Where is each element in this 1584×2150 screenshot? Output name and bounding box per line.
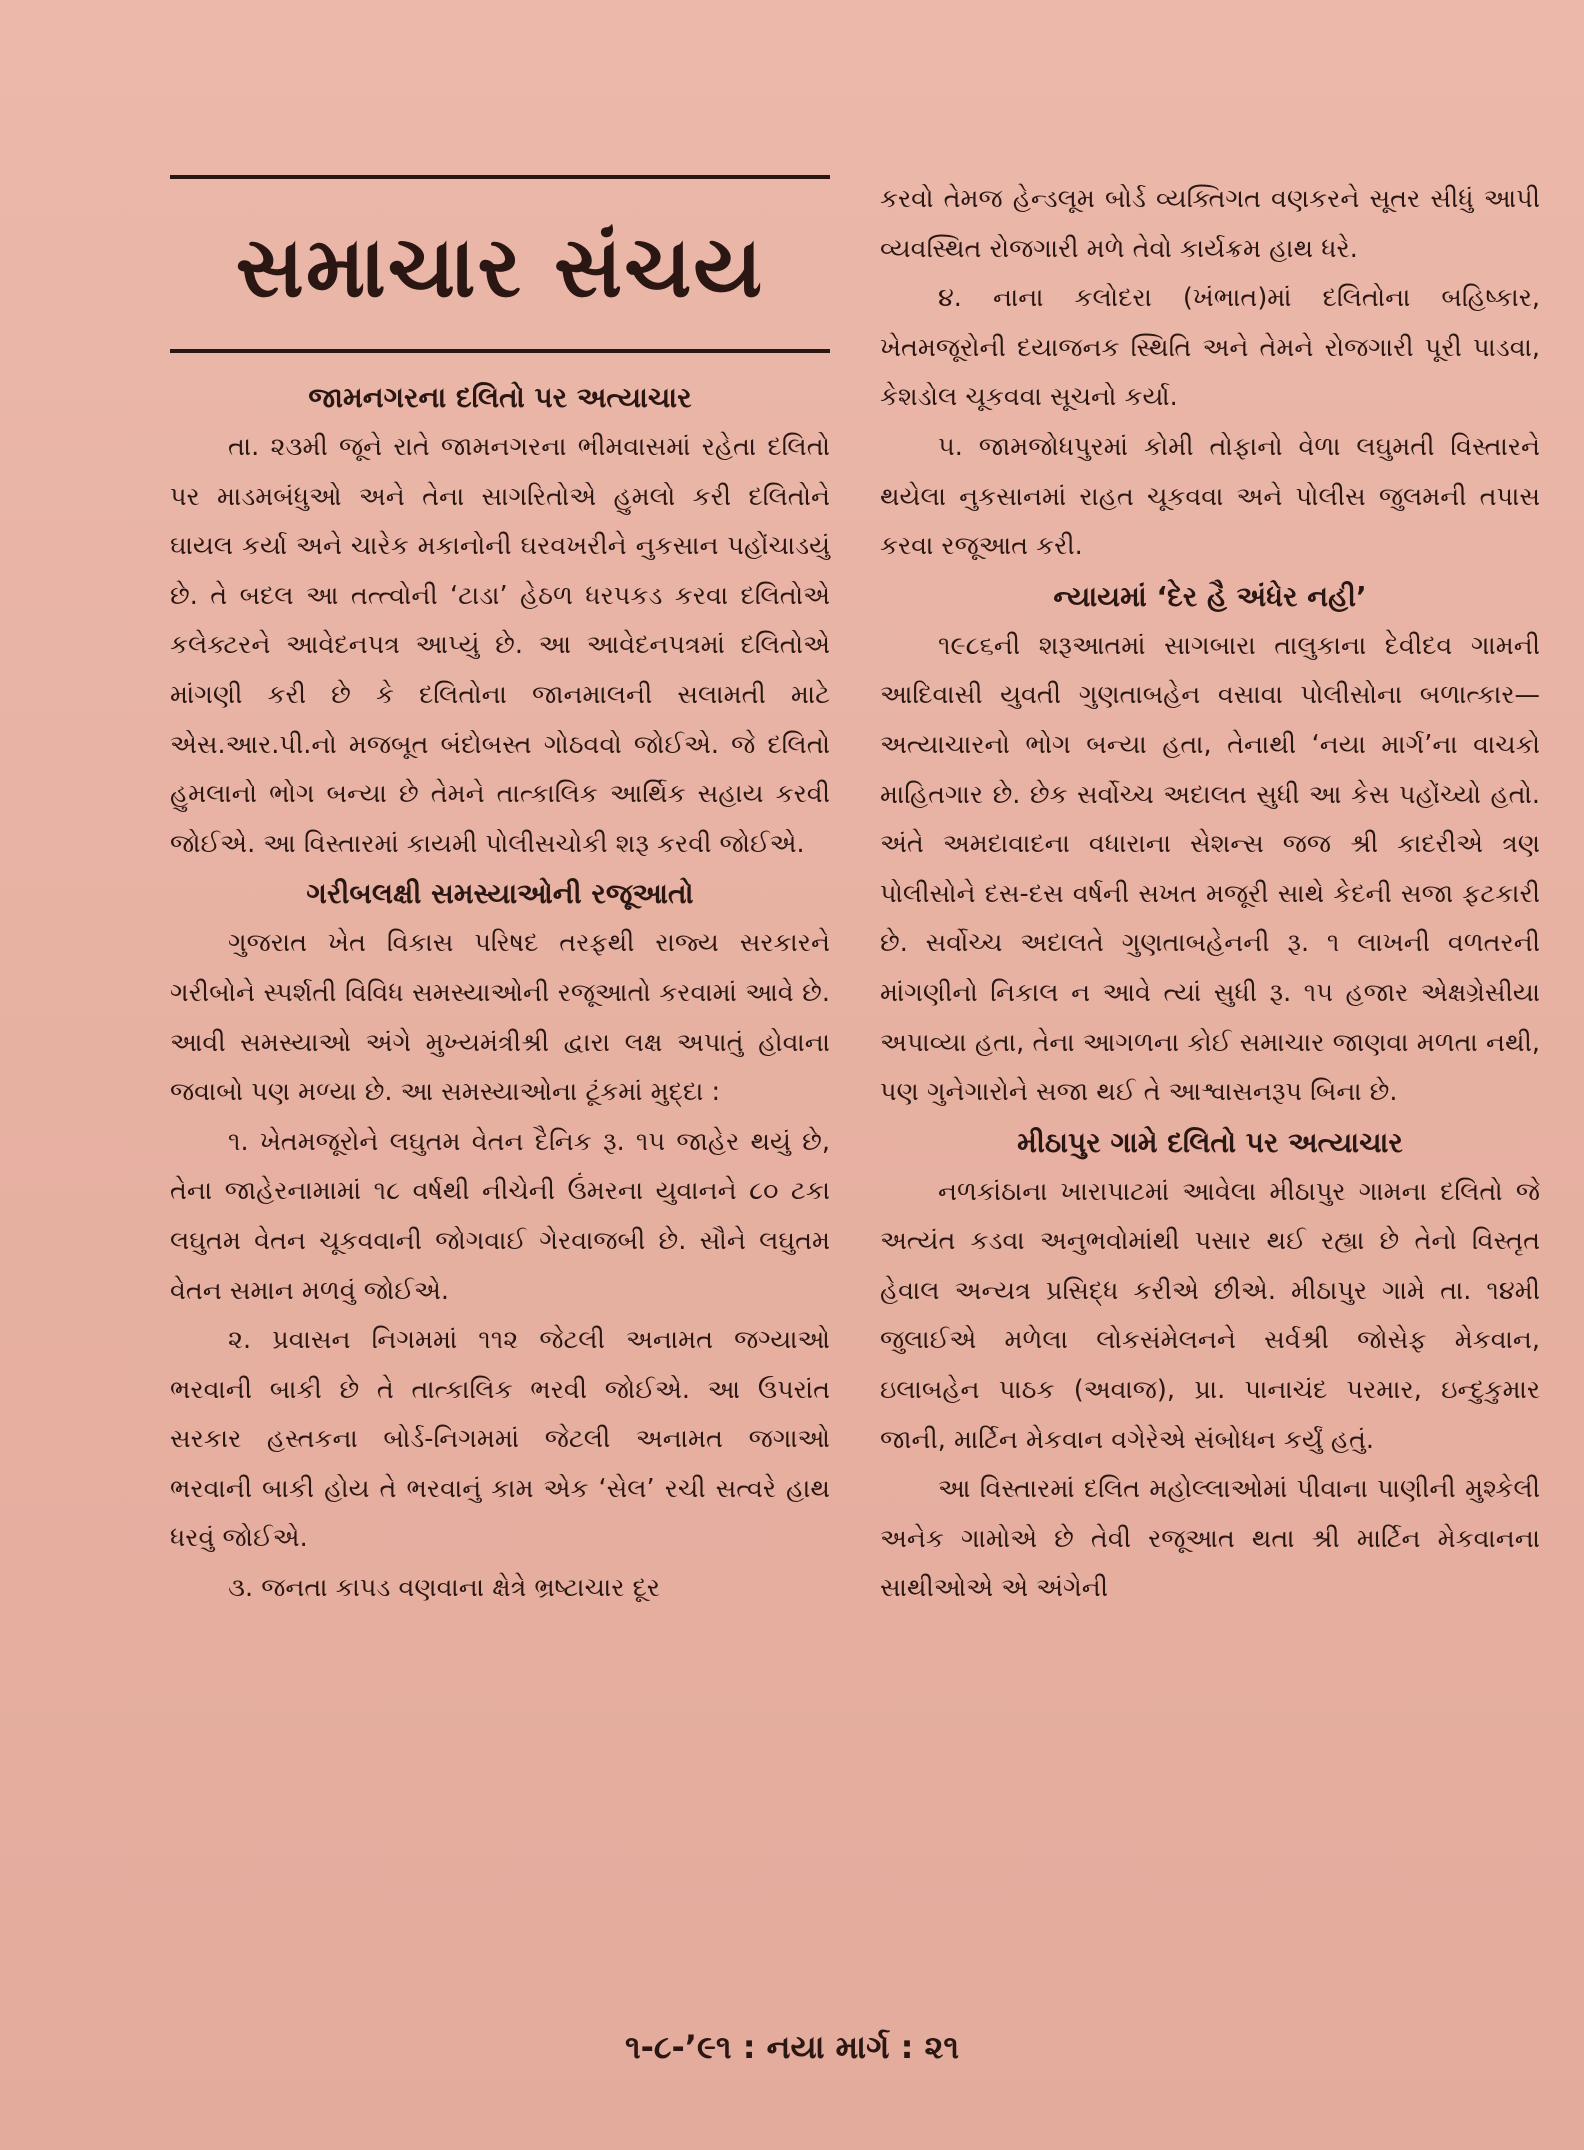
article-paragraph: ૧. ખેતમજૂરોને લઘુતમ વેતન દૈનિક રૂ. ૧૫ જાહેર થયું છે, તેના જાહેરનામામાં ૧૮ વર્ષથી નીચેની ઉંમરના યુવાનને ૮૦ ટકા લઘુતમ વેતન ચૂકવવાની જોગવાઈ ગેરવાજબી છે. સૌને લઘુતમ વેતન સમાન મળવું જોઈએ. — [170, 1126, 830, 1306]
section-heading-jamnagar: જામનગરના દલિતો પર અત્યાચાર — [308, 381, 692, 414]
page-footer: ૧-૮-’૯૧ : નયા માર્ગ : ૨૧ — [624, 2028, 960, 2066]
article-paragraph: ૧૯૮૬ની શરૂઆતમાં સાગબારા તાલુકાના દેવીદવ ગામની આદિવાસી યુવતી ગુણતાબહેન વસાવા પોલીસોના બળાત્કાર—અત્યાચારનો ભોગ બન્યા હતા, તેનાથી ‘નયા માર્ગ’ના વાચકો માહિતગાર છે. છેક સર્વોચ્ચ અદાલત સુધી આ કેસ પહોંચ્યો હતો. અંતે અમદાવાદના વધારાના સેશન્સ જજ શ્રી કાદરીએ ત્રણ પોલીસોને દસ-દસ વર્ષની સખત મજૂરી સાથે કેદની સજા ફટકારી છે. સર્વોચ્ચ અદાલતે ગુણતાબહેનની રૂ. ૧ લાખની વળતરની માંગણીનો નિકાલ ન આવે ત્યાં સુધી રૂ. ૧૫ હજાર એક્ષગ્રેસીયા અપાવ્યા હતા, તેના આગળના કોઈ સમાચાર જાણવા મળતા નથી, પણ ગુનેગારોને સજા થઈ તે આશ્વાસનરૂપ બિના છે. — [880, 630, 1540, 1108]
article-paragraph: નળકાંઠાના ખારાપાટમાં આવેલા મીઠાપુર ગામના દલિતો જે અત્યંત કડવા અનુભવોમાંથી પસાર થઈ રહ્યા છે તેનો વિસ્તૃત હેવાલ અન્યત્ર પ્રસિદ્ધ કરીએ છીએ. મીઠાપુર ગામે તા. ૧૪મી જુલાઈએ મળેલા લોકસંમેલનને સર્વશ્રી જોસેફ મેકવાન, ઇલાબહેન પાઠક (અવાજ), પ્રા. પાનાચંદ પરમાર, ઇન્દુકુમાર જાની, માર્ટિન મેકવાન વગેરેએ સંબોધન કર્યું હતું. — [880, 1176, 1540, 1455]
section-heading-nyay: ન્યાયમાં ‘દેર હૈ અંધેર નહી’ — [1053, 579, 1367, 613]
article-paragraph: તા. ૨૩મી જૂને રાતે જામનગરના ભીમવાસમાં રહેતા દલિતો પર માડમબંધુઓ અને તેના સાગરિતોએ હુમલો કરી દલિતોને ઘાયલ કર્યા અને ચારેક મકાનોની ઘરવખરીને નુકસાન પહોંચાડયું છે. તે બદલ આ તત્ત્વોની ‘ટાડા’ હેઠળ ધરપકડ કરવા દલિતોએ કલેક્ટરને આવેદનપત્ર આપ્યું છે. આ આવેદનપત્રમાં દલિતોએ માંગણી કરી છે કે દલિતોના જાનમાલની સલામતી માટે એસ.આર.પી.નો મજબૂત બંદોબસ્ત ગોઠવવો જોઈએ. જે દલિતો હુમલાનો ભોગ બન્યા છે તેમને તાત્કાલિક આર્થિક સહાય કરવી જોઈએ. આ વિસ્તારમાં કાયમી પોલીસચોકી શરૂ કરવી જોઈએ. — [170, 432, 830, 859]
title-bottom-rule — [170, 349, 830, 353]
article-paragraph: આ વિસ્તારમાં દલિત મહોલ્લાઓમાં પીવાના પાણીની મુશ્કેલી અનેક ગામોએ છે તેવી રજૂઆત થતા શ્રી માર્ટિન મેકવાનના સાથીઓએ એ અંગેની — [880, 1474, 1540, 1604]
article-paragraph: ૨. પ્રવાસન નિગમમાં ૧૧૨ જેટલી અનામત જગ્યાઓ ભરવાની બાકી છે તે તાત્કાલિક ભરવી જોઈએ. આ ઉપરાંત સરકાર હસ્તકના બોર્ડ-નિગમમાં જેટલી અનામત જગાઓ ભરવાની બાકી હોય તે ભરવાનું કામ એક ‘સેલ’ રચી સત્વરે હાથ ધરવું જોઈએ. — [170, 1325, 830, 1554]
section-heading-mithapur: મીઠાપુર ગામે દલિતો પર અત્યાચાર — [1017, 1125, 1403, 1159]
article-paragraph: ગુજરાત ખેત વિકાસ પરિષદ તરફથી રાજ્ય સરકારને ગરીબોને સ્પર્શતી વિવિધ સમસ્યાઓની રજૂઆતો કરવામાં આવે છે. આવી સમસ્યાઓ અંગે મુખ્યમંત્રીશ્રી દ્વારા લક્ષ અપાતું હોવાના જવાબો પણ મળ્યા છે. આ સમસ્યાઓના ટૂંકમાં મુદ્દા : — [170, 928, 830, 1108]
page-title: સમાચાર સંચય — [235, 218, 765, 316]
right-column — [880, 175, 1540, 1614]
section-heading-garib: ગરીબલક્ષી સમસ્યાઓની રજૂઆતો — [306, 877, 694, 911]
title-top-rule — [170, 175, 830, 179]
left-column — [170, 175, 830, 1614]
article-paragraph-continued: કરવો તેમજ હેન્ડલૂમ બોર્ડ વ્યક્તિગત વણકરને સૂતર સીધું આપી વ્યવસ્થિત રોજગારી મળે તેવો કાર્યક્રમ હાથ ધરે. — [880, 184, 1540, 264]
article-paragraph: ૫. જામજોધપુરમાં કોમી તોફાનો વેળા લઘુમતી વિસ્તારને થયેલા નુકસાનમાં રાહત ચૂકવવા અને પોલીસ જુલમની તપાસ કરવા રજૂઆત કરી. — [880, 431, 1540, 562]
article-paragraph: ૪. નાના કલોદરા (ખંભાત)માં દલિતોના બહિષ્કાર, ખેતમજૂરોની દયાજનક સ્થિતિ અને તેમને રોજગારી પૂરી પાડવા, કેશડોલ ચૂકવવા સૂચનો કર્યા. — [880, 283, 1540, 413]
article-paragraph: ૩. જનતા કાપડ વણવાના ક્ષેત્રે ભ્રષ્ટાચાર દૂર — [228, 1573, 660, 1604]
